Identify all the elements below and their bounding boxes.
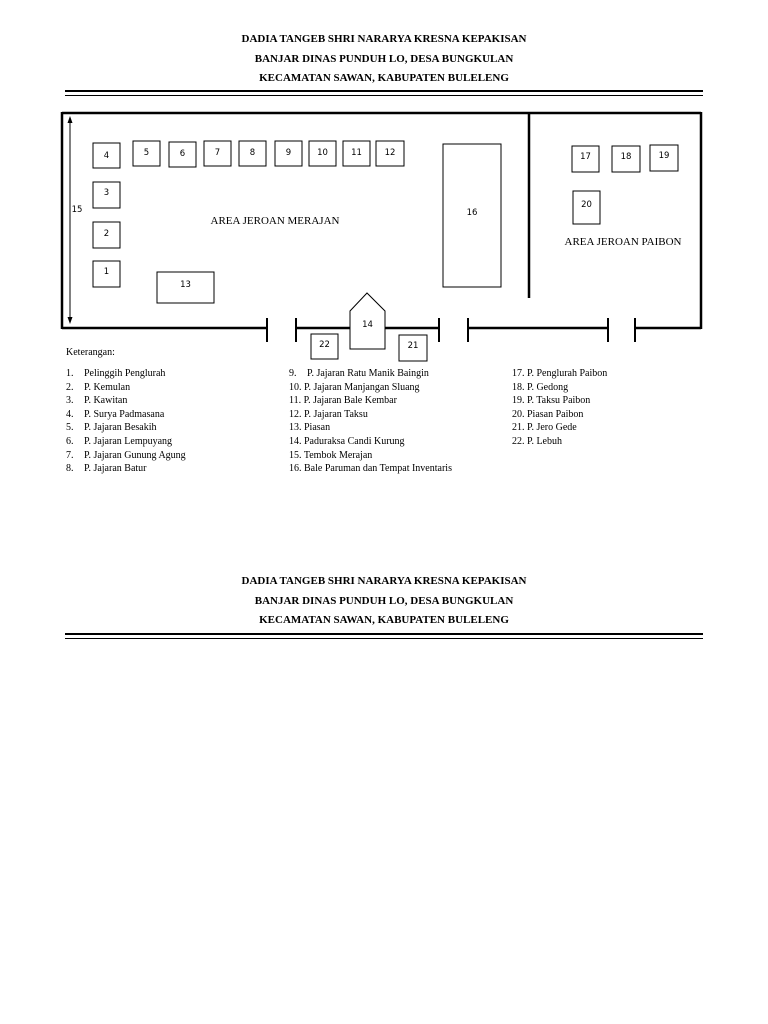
- label-18: 18: [620, 152, 632, 162]
- legend-item: 15. Tembok Merajan: [289, 449, 373, 461]
- legend-item: 4. P. Surya Padmasana: [66, 408, 165, 420]
- label-14: 14: [362, 320, 373, 330]
- legend-item: 8. P. Jajaran Batur: [66, 463, 147, 475]
- legend-item: 2. P. Kemulan: [66, 381, 131, 393]
- label-17: 17: [580, 152, 591, 162]
- legend-item: 9. P. Jajaran Ratu Manik Baingin: [289, 368, 429, 379]
- label-16: 16: [466, 208, 478, 218]
- label-9: 9: [285, 148, 292, 158]
- legend-column-1: [66, 367, 186, 476]
- legend-item: 16. Bale Paruman dan Tempat Inventaris: [289, 463, 452, 475]
- legend-item: 10. P. Jajaran Manjangan Sluang: [289, 381, 420, 393]
- label-2: 2: [103, 229, 110, 239]
- legend-item: 19. P. Taksu Paibon: [512, 395, 591, 407]
- area-jeroan-paibon-label: AREA JEROAN PAIBON: [564, 236, 682, 248]
- header-line-3: KECAMATAN SAWAN, KABUPATEN BULELENG: [259, 72, 509, 84]
- header-bottom-rule-thick: [65, 633, 703, 635]
- legend-column-2: [289, 367, 452, 476]
- label-10: 10: [317, 148, 328, 158]
- label-13: 13: [180, 280, 191, 290]
- header-line-1: DADIA TANGEB SHRI NARARYA KRESNA KEPAKISAN: [241, 33, 527, 45]
- legend-title: Keterangan:: [66, 347, 115, 358]
- label-3: 3: [103, 188, 110, 198]
- header-bottom-rule-thin: [65, 638, 703, 639]
- legend-item: 21. P. Jero Gede: [512, 422, 577, 434]
- legend-item: 14. Paduraksa Candi Kurung: [289, 435, 405, 447]
- header-line-2: BANJAR DINAS PUNDUH LO, DESA BUNGKULAN: [254, 52, 514, 65]
- legend-item: 6. P. Jajaran Lempuyang: [66, 435, 173, 447]
- label-15: 15: [71, 205, 83, 215]
- header-line-1: DADIA TANGEB SHRI NARARYA KRESNA KEPAKISAN: [241, 575, 527, 587]
- header-bottom: [0, 572, 768, 631]
- legend-item: 18. P. Gedong: [512, 381, 569, 393]
- legend-item: 22. P. Lebuh: [512, 435, 562, 447]
- label-20: 20: [581, 200, 592, 210]
- label-12: 12: [384, 148, 396, 158]
- legend-item: 11. P. Jajaran Bale Kembar: [289, 395, 397, 407]
- legend-item: 7. P. Jajaran Gunung Agung: [66, 449, 186, 461]
- arrow-down-icon: [68, 317, 73, 324]
- label-21: 21: [407, 341, 419, 351]
- label-5: 5: [143, 148, 150, 158]
- legend-item: 20. Piasan Paibon: [512, 408, 584, 420]
- header-line-2: BANJAR DINAS PUNDUH LO, DESA BUNGKULAN: [254, 594, 514, 607]
- label-22: 22: [319, 340, 330, 350]
- legend-item: 1. Pelinggih Penglurah: [66, 368, 166, 379]
- legend-item: 17. P. Penglurah Paibon: [512, 368, 608, 379]
- area-jeroan-merajan-label: AREA JEROAN MERAJAN: [210, 215, 340, 227]
- arrow-up-icon: [68, 116, 73, 123]
- legend-item: 5. P. Jajaran Besakih: [66, 422, 157, 434]
- legend-item: 13. Piasan: [289, 422, 331, 434]
- label-8: 8: [249, 148, 256, 158]
- label-1: 1: [103, 267, 110, 277]
- label-7: 7: [214, 148, 221, 158]
- label-11: 11: [351, 148, 362, 158]
- label-4: 4: [103, 151, 110, 161]
- legend-item: 12. P. Jajaran Taksu: [289, 408, 368, 420]
- label-19: 19: [658, 151, 670, 161]
- legend-column-3: [512, 367, 607, 449]
- header-line-3: KECAMATAN SAWAN, KABUPATEN BULELENG: [259, 614, 509, 626]
- label-6: 6: [179, 149, 186, 159]
- legend-item: 3. P. Kawitan: [66, 395, 128, 407]
